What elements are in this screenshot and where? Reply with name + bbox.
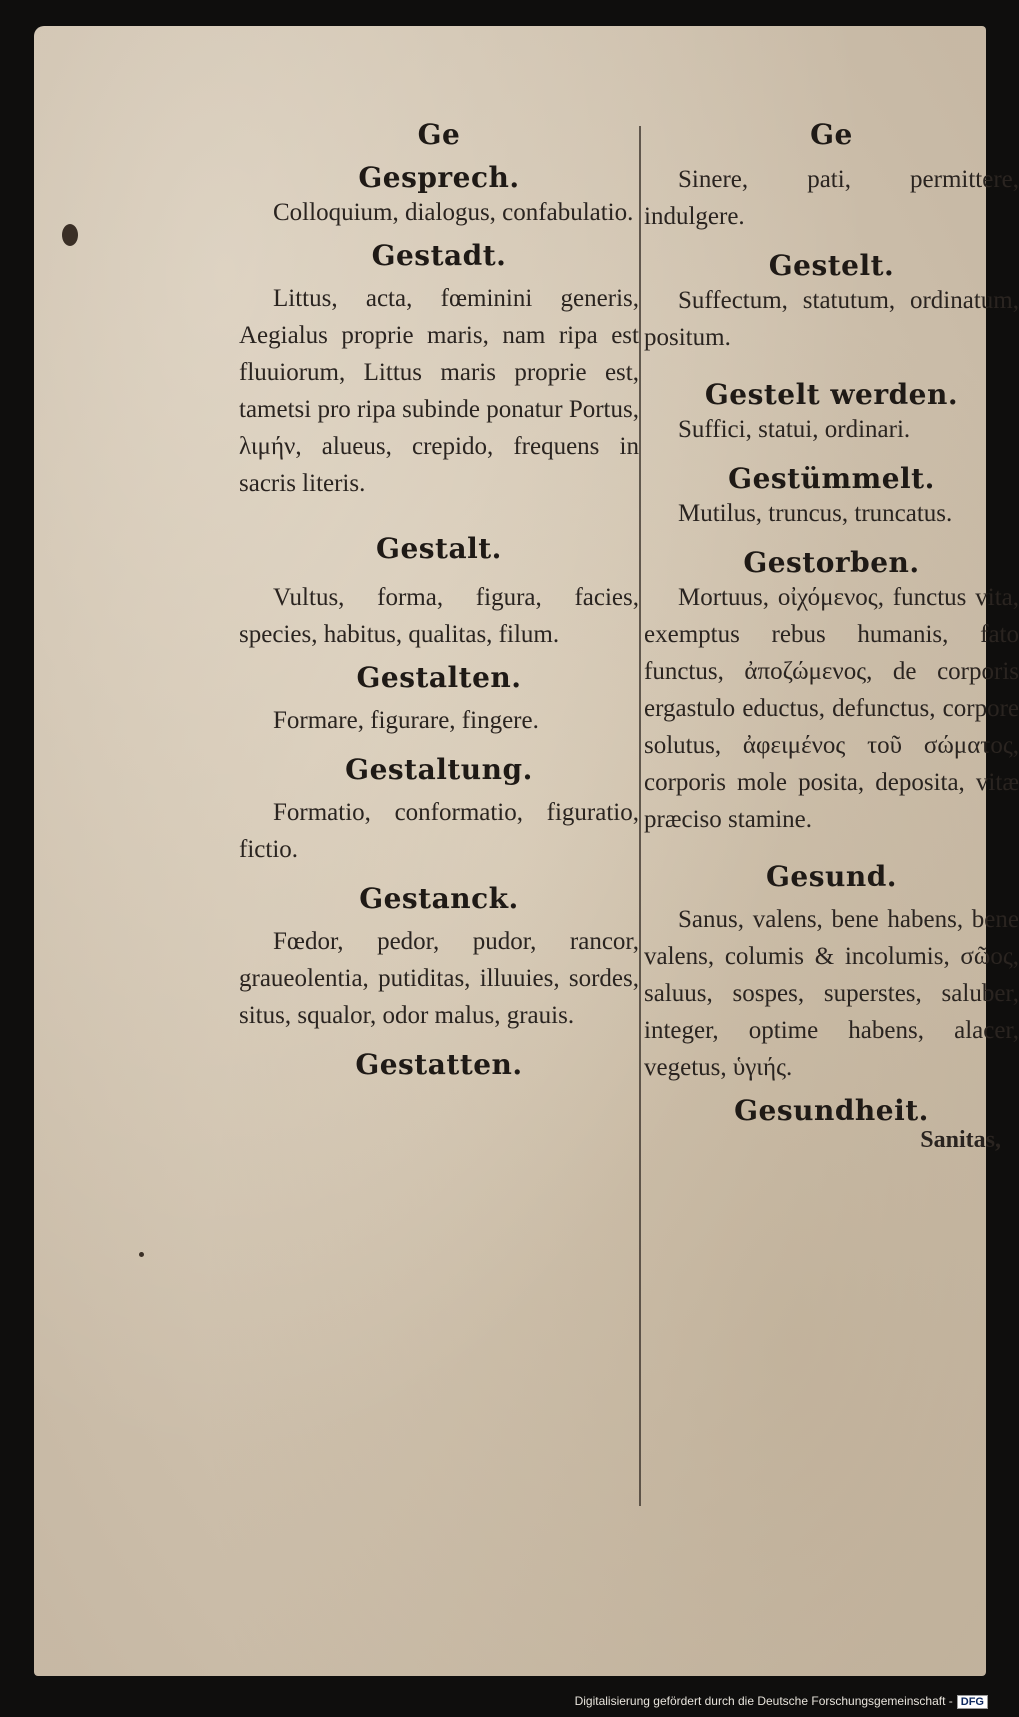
lemma: Gestadt. xyxy=(371,239,507,272)
lemma: Gestanck. xyxy=(359,882,519,915)
lemma: Gesund. xyxy=(765,860,898,893)
definition: Suffici, statui, ordinari. xyxy=(678,416,911,443)
definition: Vultus, forma, figura, facies, species, habitus, qualitas, filum. xyxy=(239,584,639,648)
lemma: Gesundheit. xyxy=(734,1094,929,1127)
lemma: Gestaltung. xyxy=(345,753,533,786)
definition: Mortuus, οἰχόμενος, functus vita, exemptus rebus humanis, fato functus, ἀποζώμενος, de corporis ergastulo eductus, defunctus, corpore solutus, ἀφειμένος τοῦ σώματος, corporis mole posita, deposita, vitæ præciso stamine. xyxy=(644,584,1019,833)
right-column xyxy=(644,118,1019,1154)
definition: Suffectum, statutum, ordinatum, positum. xyxy=(644,287,1019,351)
running-head-right: Ge xyxy=(810,118,853,151)
digitization-credit xyxy=(575,1694,988,1709)
lemma: Gestorben. xyxy=(743,546,920,579)
lemma: Gesprech. xyxy=(358,161,520,194)
lemma: Gestümmelt. xyxy=(728,462,935,495)
definition: Formatio, conformatio, figuratio, fictio. xyxy=(239,799,639,863)
lemma: Gestatten. xyxy=(355,1048,523,1081)
book-page xyxy=(34,26,1019,1676)
left-column xyxy=(239,118,639,1081)
catchword: Sanitas, xyxy=(920,1127,1001,1153)
definition: Colloquium, dialogus, confabulatio. xyxy=(273,199,634,226)
definition: Sanus, valens, bene habens, bene valens, columis & incolumis, σῶος, saluus, sospes, superstes, saluber, integer, optime habens, alacer, vegetus, ὑγιής. xyxy=(644,906,1019,1081)
definition: Littus, acta, fœminini generis, Aegialus proprie maris, nam ripa est fluuiorum, Littus maris proprie est, tametsi pro ripa subinde ponatur Portus, λιμήν, alueus, crepido, frequens in sacris literis. xyxy=(239,285,639,497)
lemma: Gestelt werden. xyxy=(704,378,959,411)
ink-blot xyxy=(62,224,78,246)
definition: Mutilus, truncus, truncatus. xyxy=(678,500,953,527)
lemma: Gestelt. xyxy=(768,249,895,282)
column-rule xyxy=(639,126,641,1506)
ink-speck xyxy=(139,1252,144,1257)
dfg-logo: DFG xyxy=(957,1695,988,1709)
lemma: Gestalt. xyxy=(376,532,502,565)
running-head-left: Ge xyxy=(417,118,461,151)
credit-text: Digitalisierung gefördert durch die Deutsche Forschungsgemeinschaft - xyxy=(574,1694,953,1708)
lemma: Gestalten. xyxy=(356,661,522,694)
continuation-text: Sinere, pati, permittere, indulgere. xyxy=(644,166,1019,230)
definition: Formare, figurare, fingere. xyxy=(273,707,539,734)
definition: Fœdor, pedor, pudor, rancor, graueolentia, putiditas, illuuies, sordes, situs, squalor, odor malus, grauis. xyxy=(239,928,639,1029)
